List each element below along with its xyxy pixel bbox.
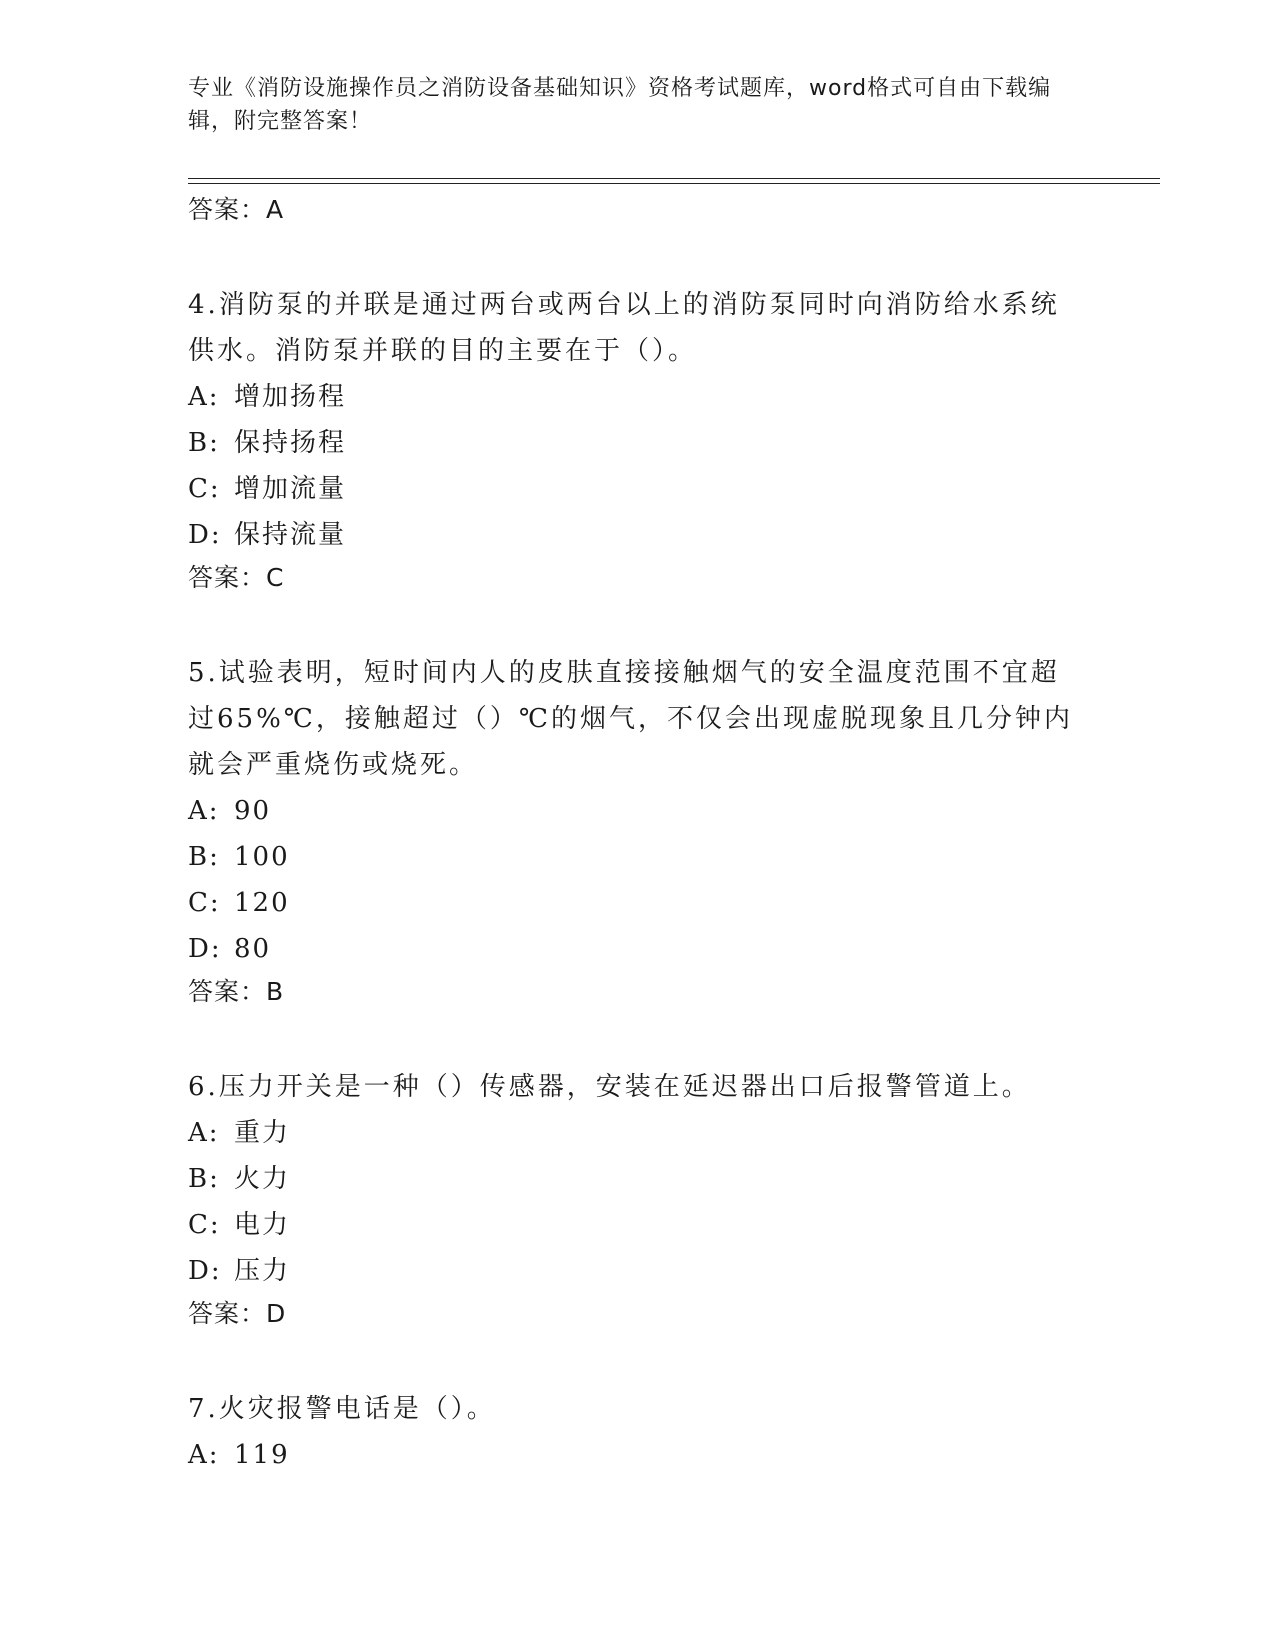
option-a: [188, 1432, 1088, 1478]
option-b: [188, 834, 1088, 880]
option-c: [188, 1202, 1088, 1248]
option-key: C:: [188, 888, 221, 918]
option-text: 火力: [234, 1164, 291, 1194]
option-key: B:: [188, 428, 220, 458]
option-b: [188, 1156, 1088, 1202]
question-item: [188, 1064, 1088, 1334]
option-key: C:: [188, 474, 221, 504]
answer-line: 答案：A: [188, 195, 285, 224]
option-a: [188, 374, 1088, 420]
option-a: [188, 788, 1088, 834]
option-key: D:: [188, 934, 222, 964]
option-text: 增加扬程: [234, 382, 347, 412]
option-text: 压力: [234, 1256, 291, 1286]
option-c: [188, 880, 1088, 926]
question-list: [188, 190, 1088, 1478]
option-d: [188, 512, 1088, 558]
option-key: A:: [188, 1440, 220, 1470]
option-key: B:: [188, 842, 220, 872]
option-key: A:: [188, 1118, 220, 1148]
answer-line: 答案：C: [188, 563, 285, 592]
option-c: [188, 466, 1088, 512]
option-b: [188, 420, 1088, 466]
option-text: 增加流量: [234, 474, 347, 504]
option-text: 120: [234, 888, 290, 918]
answer-line: 答案：D: [188, 1299, 287, 1328]
document-header: [188, 72, 1068, 138]
answer-line: 答案：B: [188, 977, 285, 1006]
option-text: 80: [234, 934, 272, 964]
option-key: A:: [188, 382, 220, 412]
option-a: [188, 1110, 1088, 1156]
question-stem: 6.压力开关是一种（）传感器，安装在延迟器出口后报警管道上。: [188, 1072, 1031, 1102]
option-text: 保持扬程: [234, 428, 347, 458]
question-item: [188, 1386, 1088, 1478]
option-key: A:: [188, 796, 220, 826]
option-d: [188, 926, 1088, 972]
option-d: [188, 1248, 1088, 1294]
option-key: C:: [188, 1210, 221, 1240]
header-divider-bottom: [188, 183, 1160, 184]
question-stem: 4.消防泵的并联是通过两台或两台以上的消防泵同时向消防给水系统供水。消防泵并联的目的主要在于（）。: [188, 290, 1060, 366]
option-text: 电力: [234, 1210, 291, 1240]
question-item: [188, 282, 1088, 598]
question-item: [188, 650, 1088, 1012]
question-stem: 7.火灾报警电话是（）。: [188, 1394, 496, 1424]
option-key: D:: [188, 1256, 222, 1286]
option-text: 重力: [234, 1118, 291, 1148]
option-text: 100: [234, 842, 290, 872]
header-title: 专业《消防设施操作员之消防设备基础知识》资格考试题库，word格式可自由下载编辑，附完整答案！: [188, 76, 1052, 134]
option-key: D:: [188, 520, 222, 550]
option-text: 保持流量: [234, 520, 347, 550]
header-divider-top: [188, 178, 1160, 179]
question-stem: 5.试验表明，短时间内人的皮肤直接接触烟气的安全温度范围不宜超过65%℃，接触超过（）℃的烟气，不仅会出现虚脱现象且几分钟内就会严重烧伤或烧死。: [188, 658, 1073, 780]
option-text: 119: [234, 1440, 290, 1470]
option-text: 90: [234, 796, 272, 826]
option-key: B:: [188, 1164, 220, 1194]
